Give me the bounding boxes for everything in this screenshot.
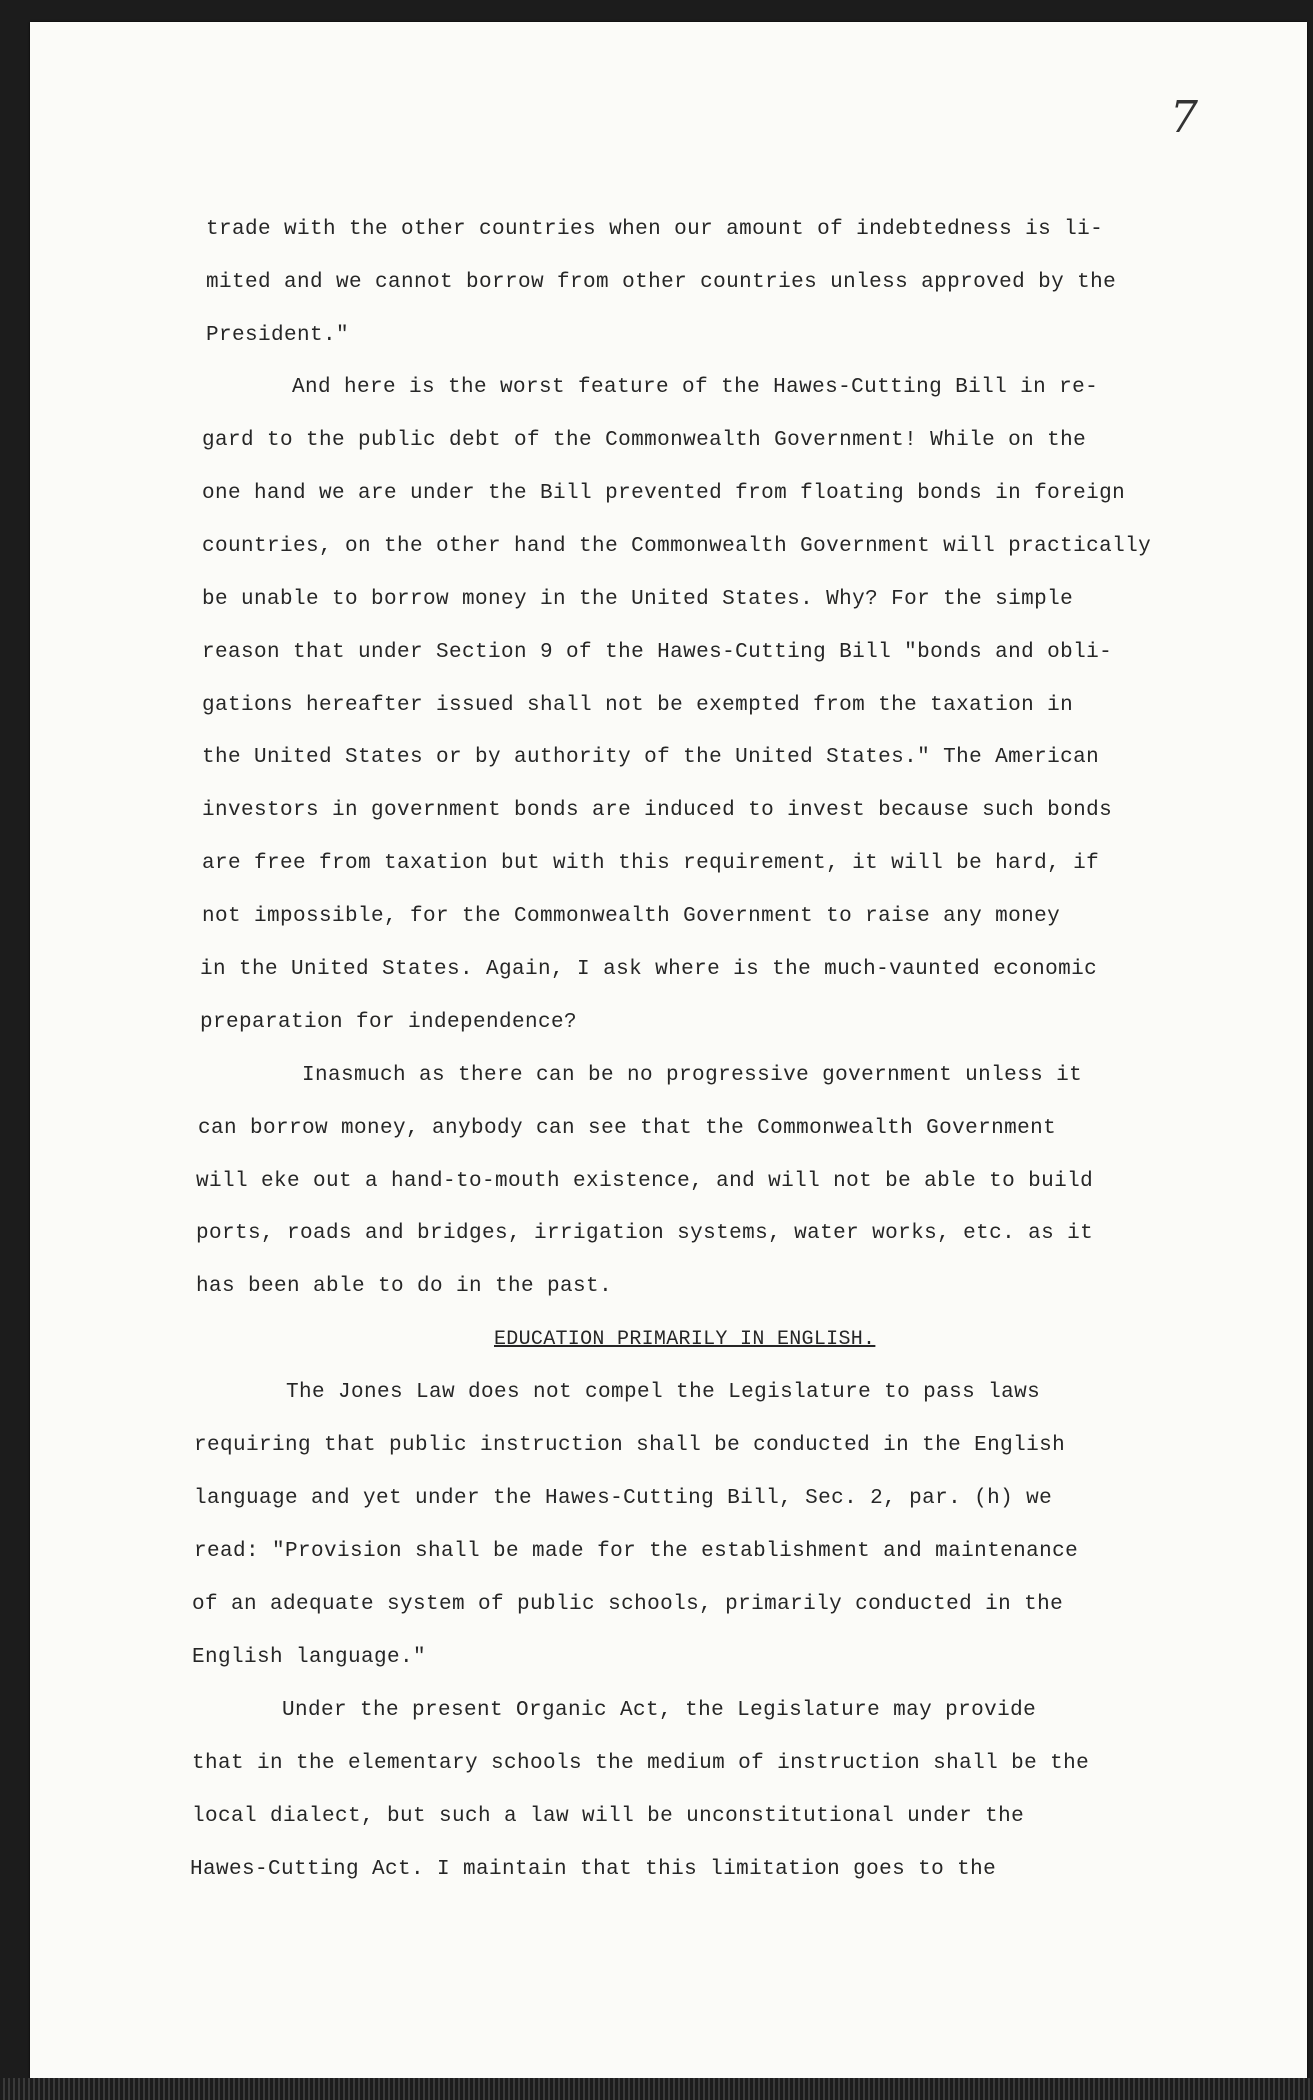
text-line: Under the present Organic Act, the Legislature may provide <box>282 1699 1037 1722</box>
text-line: ports, roads and bridges, irrigation systems, water works, etc. as it <box>196 1222 1094 1245</box>
page-number: 7 <box>1170 92 1198 143</box>
text-line: in the United States. Again, I ask where is the much-vaunted economic <box>200 958 1098 981</box>
scan-bottom-edge <box>0 2078 1313 2100</box>
text-line: trade with the other countries when our amount of indebtedness is li- <box>206 218 1104 241</box>
text-line: And here is the worst feature of the Hawes-Cutting Bill in re- <box>292 376 1099 399</box>
text-line: not impossible, for the Commonwealth Government to raise any money <box>202 905 1061 928</box>
text-line: The Jones Law does not compel the Legislature to pass laws <box>286 1381 1041 1404</box>
text-line: President." <box>206 324 350 347</box>
text-line: the United States or by authority of the United States." The American <box>202 746 1100 769</box>
section-heading: EDUCATION PRIMARILY IN ENGLISH. <box>494 1328 876 1351</box>
text-line: language and yet under the Hawes-Cutting Bill, Sec. 2, par. (h) we <box>194 1487 1053 1510</box>
text-line: are free from taxation but with this requirement, it will be hard, if <box>202 852 1100 875</box>
text-line: preparation for independence? <box>200 1011 578 1034</box>
document-page <box>30 22 1307 2080</box>
text-line: has been able to do in the past. <box>196 1275 613 1298</box>
text-line: investors in government bonds are induced to invest because such bonds <box>202 799 1113 822</box>
text-line: that in the elementary schools the medium of instruction shall be the <box>192 1752 1090 1775</box>
text-line: of an adequate system of public schools, primarily conducted in the <box>192 1593 1064 1616</box>
text-line: mited and we cannot borrow from other countries unless approved by the <box>206 271 1117 294</box>
text-line: reason that under Section 9 of the Hawes-Cutting Bill "bonds and obli- <box>202 641 1113 664</box>
text-line: gard to the public debt of the Commonwealth Government! While on the <box>202 429 1087 452</box>
text-line: one hand we are under the Bill prevented from floating bonds in foreign <box>202 482 1126 505</box>
text-line: read: "Provision shall be made for the establishment and maintenance <box>194 1540 1079 1563</box>
text-line: will eke out a hand-to-mouth existence, and will not be able to build <box>196 1170 1094 1193</box>
text-line: English language." <box>192 1646 427 1669</box>
text-line: be unable to borrow money in the United States. Why? For the simple <box>202 588 1074 611</box>
text-line: gations hereafter issued shall not be exempted from the taxation in <box>202 694 1074 717</box>
text-line: can borrow money, anybody can see that the Commonwealth Government <box>198 1117 1057 1140</box>
text-line: countries, on the other hand the Commonwealth Government will practically <box>202 535 1152 558</box>
text-line: Inasmuch as there can be no progressive government unless it <box>302 1064 1083 1087</box>
text-line: Hawes-Cutting Act. I maintain that this limitation goes to the <box>190 1858 997 1881</box>
text-line: requiring that public instruction shall be conducted in the English <box>194 1434 1066 1457</box>
text-line: local dialect, but such a law will be unconstitutional under the <box>192 1805 1025 1828</box>
